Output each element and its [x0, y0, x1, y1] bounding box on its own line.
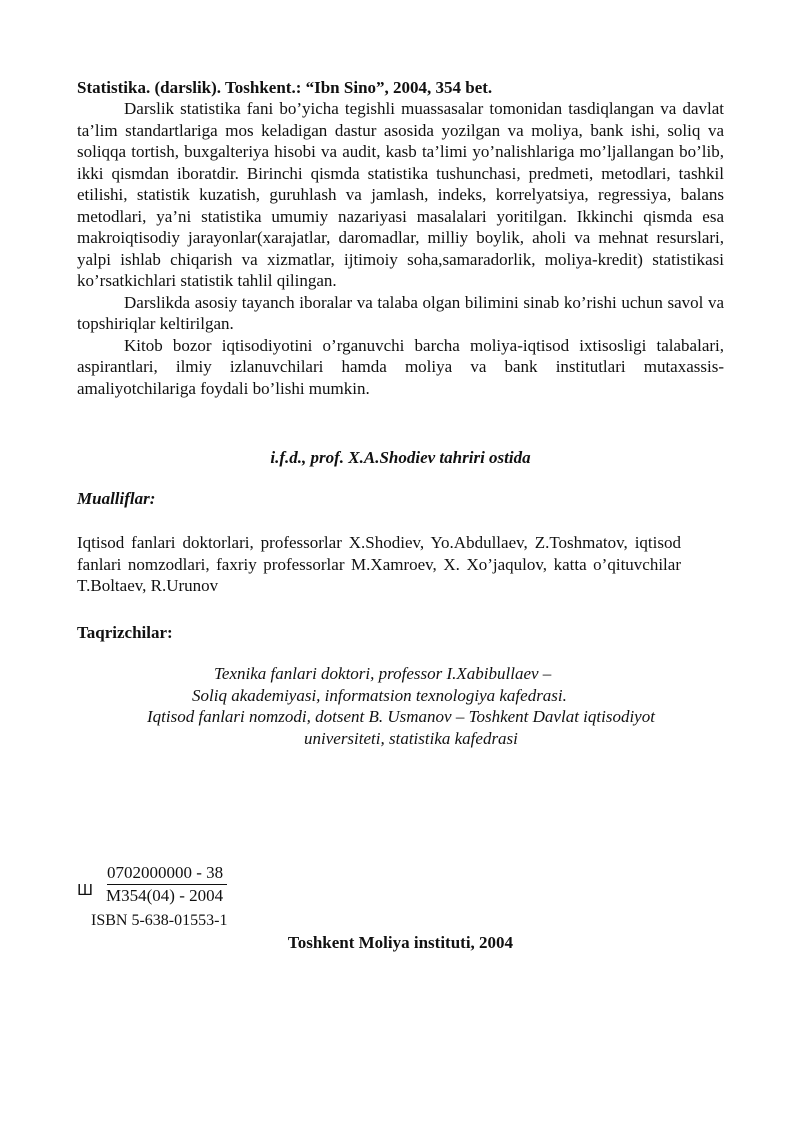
reviewer-line: Iqtisod fanlari nomzodi, dotsent B. Usmanov – Toshkent Davlat iqtisodiyot — [147, 707, 655, 726]
isbn: ISBN 5-638-01553-1 — [91, 912, 228, 929]
reviewer-line: Texnika fanlari doktori, professor I.Xabibullaev – — [214, 664, 552, 683]
classification-symbol: Ш — [77, 881, 94, 899]
reviewers-list — [77, 663, 724, 749]
annotation — [77, 98, 724, 399]
classification-denominator: M354(04) - 2004 — [106, 886, 224, 905]
reviewer-line: Soliq akademiyasi, informatsion texnologiya kafedrasi. — [192, 685, 567, 705]
book-title: Statistika. (darslik). Toshkent.: “Ibn Sino”, 2004, 354 bet. — [77, 78, 493, 97]
classification-numerator: 0702000000 - 38 — [107, 862, 227, 885]
annotation-paragraph: Kitob bozor iqtisodiyotini o’rganuvchi barcha moliya-iqtisod ixtisosligi talabalari, aspirantlari, ilmiy izlanuvchilari hamda moliya va bank institutlari mutaxassis-amaliyotchilariga foydali bo’lishi mumkin. — [77, 335, 724, 398]
reviewers-heading: Taqrizchilar: — [77, 623, 173, 642]
reviewer-line: universiteti, statistika kafedrasi — [304, 728, 518, 748]
editor-line: i.f.d., prof. X.A.Shodiev tahriri ostida — [270, 448, 531, 467]
authors-text: Iqtisod fanlari doktorlari, professorlar X.Shodiev, Yo.Abdullaev, Z.Toshmatov, iqtisod fanlari nomzodlari, faxriy professorlar M.Xamroev, X. Xo’jaqulov, katta o’qituvchilar T.Boltaev, R.Urunov — [77, 533, 681, 595]
annotation-paragraph: Darslikda asosiy tayanch iboralar va talaba olgan bilimini sinab ko’rishi uchun savol va topshiriqlar keltirilgan. — [77, 292, 724, 333]
annotation-paragraph: Darslik statistika fani bo’yicha tegishli muassasalar tomonidan tasdiqlangan va davlat ta’lim standartlariga mos keladigan dastur asosida yozilgan va moliya, bank ishi, soliq va soliqqa tortish, buxgalteriya hisobi va audit, kasb ta’limi yo’nalishlariga mo’ljallangan bo’lib, ikki qismdan iboratdir. Birinchi qismda statistika tushunchasi, predmeti, metodlari, tashkil etilishi, statistik kuzatish, guruhlash va jamlash, indeks, korrelyatsiya, regressiya, balans metodlari, ya’ni statistika umumiy nazariyasi masalalari yoritilgan. Ikkinchi qismda esa makroiqtisodiy jarayonlar(xarajatlar, daromadlar, milliy boylik, aholi va mehnat resurslari, yalpi ishlab chiqarish va xizmatlar, ijtimoiy soha,samaradorlik, moliya-kredit) statistikasi ko’rsatkichlari statistik tahlil qilingan. — [77, 99, 724, 290]
publisher-line: Toshkent Moliya instituti, 2004 — [287, 933, 514, 952]
authors-heading: Mualliflar: — [77, 489, 156, 508]
